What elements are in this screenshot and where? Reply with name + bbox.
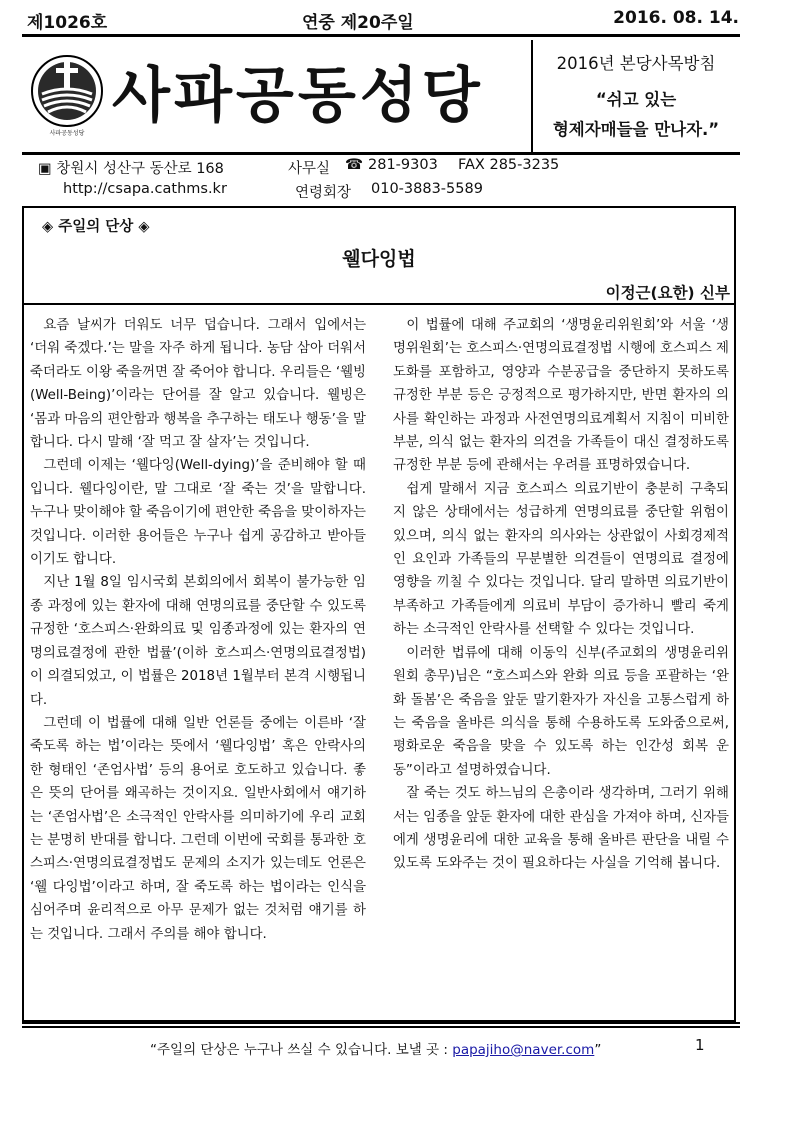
logo-caption: 사파공동성당	[49, 130, 85, 137]
masthead-divider	[531, 40, 533, 152]
footer-email-link[interactable]: papajiho@naver.com	[452, 1042, 595, 1058]
president-phone: 010-3883-5589	[371, 181, 483, 197]
policy-year: 2016년 본당사목방침	[556, 54, 716, 73]
article-column-left	[30, 314, 366, 946]
article-author: 이정근(요한) 신부	[605, 284, 730, 302]
address: ▣ 창원시 성산구 동산로 168	[38, 161, 224, 177]
office-label: 사무실	[288, 161, 331, 177]
footer-text: “주일의 단상은 누구나 쓰실 수 있습니다. 보낼 곳 :	[150, 1042, 448, 1058]
issue-number: 제1026호	[27, 13, 108, 33]
pastoral-policy	[536, 46, 736, 140]
footer-close-quote: ”	[594, 1042, 602, 1058]
parish-logo-icon	[30, 54, 104, 128]
website[interactable]: http://csapa.cathms.kr	[63, 181, 227, 197]
president-label: 연령회장	[295, 185, 352, 201]
policy-line-1: “쉬고 있는	[595, 90, 677, 109]
phone-icon: ☎	[345, 157, 364, 173]
paragraph: 그런데 이제는 ‘웰다잉(Well-dying)’을 준비해야 할 때입니다. 웰다잉이란, 말 그대로 ‘잘 죽는 것’을 말합니다. 누구나 맞이해야 할 죽음이기에 편안한 죽음을 맞이하자는 것입니다. 이러한 용어들은 누구나 쉽게 공감하고 받아들이기도 합니다.	[30, 458, 366, 568]
parish-logo	[30, 54, 104, 128]
paragraph: 그런데 이 법률에 대해 일반 언론들 중에는 이른바 ‘잘 죽도록 하는 법’이라는 뜻에서 ‘웰다잉법’ 혹은 안락사의 한 형태인 ‘존엄사법’ 등의 용어로 호도하고 있습니다. 좋은 뜻의 단어를 왜곡하는 것이지요. 일반사회에서 얘기하는 ‘존엄사법’은 소극적인 안락사를 의미하기에 우리 교회는 분명히 반대를 합니다. 그런데 이번에 국회를 통과한 호스피스·연명의료결정법도 문제의 소지가 있는데도 언론은 ‘웰 다잉법’이라고 하며, 잘 죽도록 하는 법이라는 인식을 심어주며 윤리적으로 아무 문제가 없는 것처럼 얘기를 하는 것입니다. 그래서 주의를 해야 합니다.	[30, 715, 367, 942]
article-title: 웰다잉법	[342, 248, 416, 270]
office-fax: FAX 285-3235	[458, 157, 560, 173]
footer-rule-1	[22, 1022, 740, 1024]
footer-note	[150, 1038, 601, 1058]
issue-date: 2016. 08. 14.	[613, 8, 739, 28]
article-rule	[22, 303, 736, 305]
article-column-right	[393, 314, 729, 876]
section-tag: ◈ 주일의 단상 ◈	[42, 219, 150, 235]
footer-rule-2	[22, 1026, 740, 1028]
paragraph: 지난 1월 8일 임시국회 본회의에서 회복이 불가능한 임종 과정에 있는 환자에 대해 연명의료를 중단할 수 있도록 규정한 ‘호스피스·완화의료 및 임종과정에 있는 환자의 연명의료결정에 관한 법률’(이하 호스피스·연명의료결정법)이 의결되었고, 이 법률은 2018년 1월부터 본격 시행됩니다.	[30, 575, 366, 708]
page-number: 1	[695, 1036, 705, 1054]
parish-title: 사파공동성당	[112, 61, 484, 131]
issue-header	[27, 6, 739, 32]
contact-row-2	[38, 181, 738, 201]
header-rule	[22, 34, 740, 37]
paragraph: 잘 죽는 것도 하느님의 은총이라 생각하며, 그러기 위해서는 임종을 앞둔 환자에 대한 관심을 가져야 하며, 신자들에게 생명윤리에 대한 교육을 통해 올바른 판단을 내릴 수 있도록 도와주는 것이 필요하다는 사실을 기억해 봅니다.	[393, 786, 729, 872]
office-phone: 281-9303	[368, 157, 438, 173]
paragraph: 이러한 법류에 대해 이동익 신부(주교회의 생명윤리위원회 총무)님은 “호스피스와 완화 의료 등을 포괄하는 ‘완화 돌봄’은 죽음을 앞둔 말기환자가 자신을 고통스럽게 하는 죽음을 올바른 의식을 통해 수용하도록 도와줌으로써, 평화로운 죽음을 맞을 수 있도록 하는 인간성 회복 운동”이라고 설명하였습니다.	[393, 645, 729, 778]
paragraph: 이 법률에 대해 주교회의 ‘생명윤리위원회’와 서울 ‘생명위원회’는 호스피스·연명의료결정법 시행에 호스피스 제도화를 포함하고, 영양과 수분공급을 중단하지 못하도록 규정한 부분 등은 긍정적으로 평가하지만, 반면 환자의 의사를 확인하는 과정과 사전연명의료계획서 지침이 미비한 부분, 의식 없는 환자의 의견을 가족들이 대신 결정하도록 규정한 부분 등에 관해서는 우려를 표명하였습니다.	[393, 318, 729, 474]
contact-row-1	[38, 157, 738, 177]
policy-line-2: 형제자매들을 만나자.”	[552, 120, 720, 139]
liturgical-week: 연중 제20주일	[302, 13, 414, 33]
paragraph: 요즘 날씨가 더워도 너무 덥습니다. 그래서 입에서는 ‘더워 죽겠다.’는 말을 자주 하게 됩니다. 농담 삼아 더워서 죽더라도 이왕 죽을꺼면 잘 죽어야 합니다. 우리들은 ‘웰빙(Well-Being)’이라는 단어를 잘 알고 있습니다. 웰빙은 ‘몸과 마음의 편안함과 행복을 추구하는 태도나 행동’을 말합니다. 다시 말해 ‘잘 먹고 잘 살자’는 것입니다.	[30, 318, 366, 451]
paragraph: 쉽게 말해서 지금 호스피스 의료기반이 충분히 구축되지 않은 상태에서는 성급하게 연명의료를 중단할 위험이 있으며, 의식 없는 환자의 의사와는 상관없이 사회경제적인 요인과 가족들의 무분별한 의견들이 연명의료 결정에 영향을 끼칠 수 있다는 것입니다. 달리 말하면 의료기반이 부족하고 가족들에게 의료비 부담이 증가하니 빨리 죽게 하는 소극적인 안락사를 선택할 수 있다는 것입니다.	[393, 481, 729, 638]
masthead-rule	[22, 152, 740, 155]
